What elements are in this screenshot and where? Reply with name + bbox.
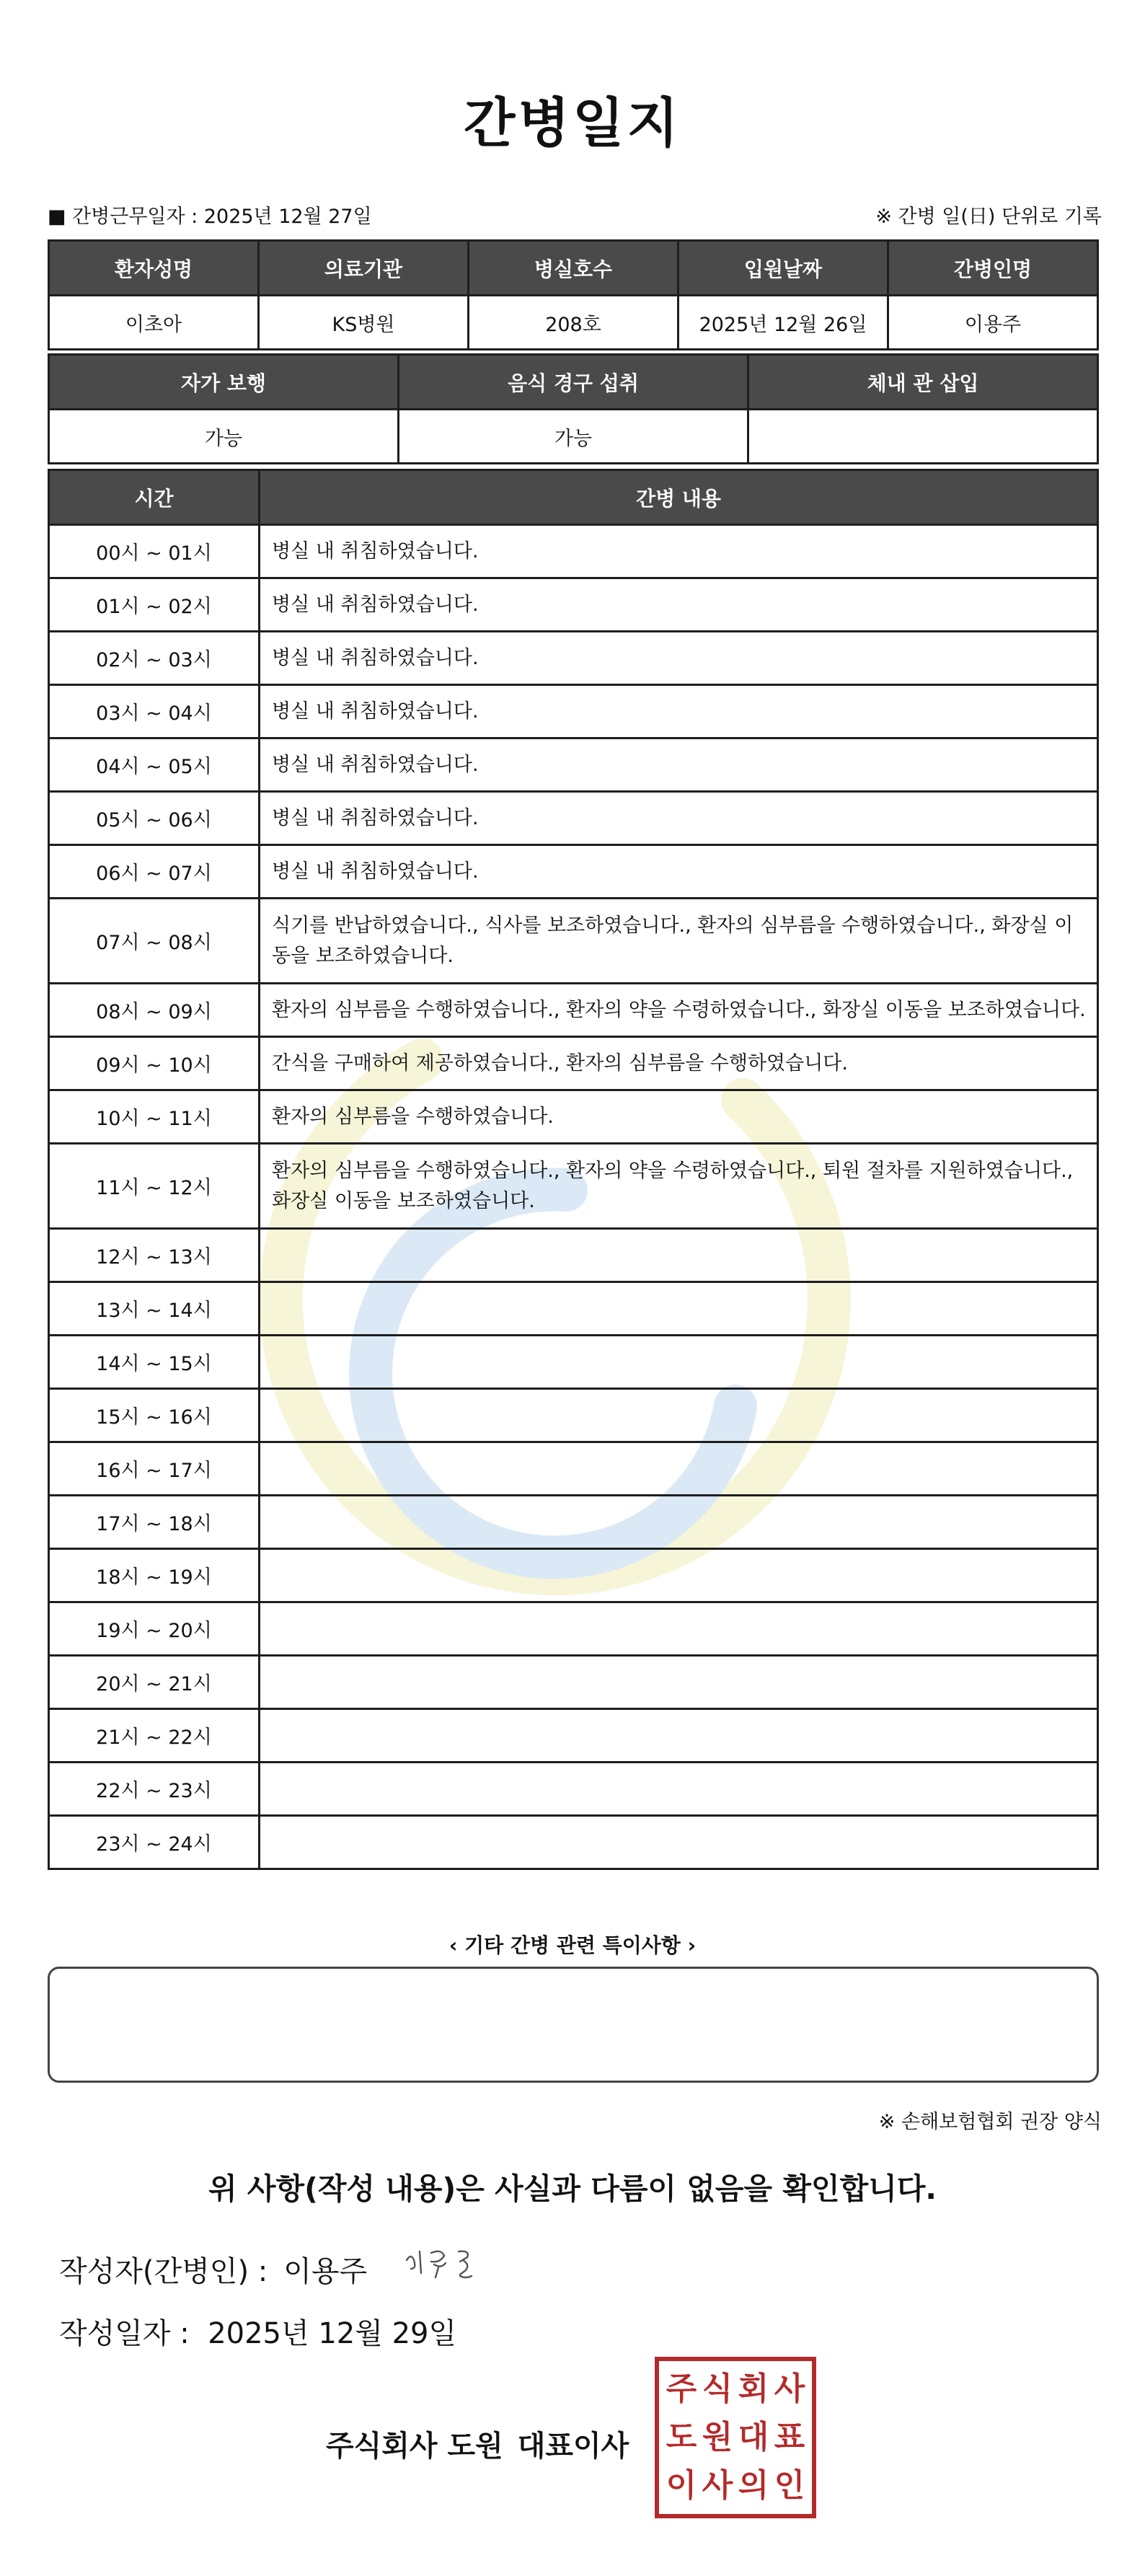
tube-insertion-status — [748, 410, 1098, 464]
seal-character: 인 — [774, 2466, 805, 2504]
walking-status: 가능 — [49, 410, 399, 464]
date-value: 2025년 12월 29일 — [208, 2317, 457, 2350]
log-content: 병실 내 취침하였습니다. — [260, 525, 1098, 578]
handwritten-signature — [402, 2238, 489, 2289]
log-time: 15시 ~ 16시 — [49, 1389, 260, 1442]
header-oral-intake: 음식 경구 섭취 — [399, 355, 748, 410]
log-time: 03시 ~ 04시 — [49, 685, 260, 738]
table-row — [49, 296, 1098, 350]
log-content — [260, 1389, 1098, 1442]
table-row — [49, 1229, 1098, 1282]
header-institution: 의료기관 — [259, 241, 469, 296]
header-patient-name: 환자성명 — [49, 241, 259, 296]
header-tube-insertion: 체내 관 삽입 — [748, 355, 1098, 410]
confirm-statement: 위 사항(작성 내용)은 사실과 다름이 없음을 확인합니다. — [208, 2171, 937, 2206]
written-date-line — [59, 2311, 456, 2352]
admission-date: 2025년 12월 26일 — [678, 296, 888, 350]
log-time: 09시 ~ 10시 — [49, 1037, 260, 1090]
table-row — [49, 899, 1098, 984]
table-row — [49, 984, 1098, 1037]
unit-note: ※ 간병 일(日) 단위로 기록 — [875, 206, 1102, 228]
log-content: 환자의 심부름을 수행하였습니다., 환자의 약을 수령하였습니다., 퇴원 절차를 지원하였습니다., 화장실 이동을 보조하였습니다. — [260, 1144, 1098, 1229]
table-row — [49, 525, 1098, 578]
log-time: 11시 ~ 12시 — [49, 1144, 260, 1229]
log-time: 08시 ~ 09시 — [49, 984, 260, 1037]
seal-character: 대 — [738, 2418, 769, 2456]
table-row — [49, 578, 1098, 632]
table-row — [49, 1037, 1098, 1090]
log-content — [260, 1229, 1098, 1282]
remarks-title: ‹ 기타 간병 관련 특이사항 › — [448, 1933, 697, 1957]
log-time: 19시 ~ 20시 — [49, 1602, 260, 1656]
log-time: 21시 ~ 22시 — [49, 1709, 260, 1763]
log-content — [260, 1336, 1098, 1389]
table-row — [49, 1709, 1098, 1763]
header-admission-date: 입원날짜 — [678, 241, 888, 296]
remarks-box — [48, 1967, 1099, 2083]
table-row — [49, 1549, 1098, 1602]
log-time: 01시 ~ 02시 — [49, 578, 260, 632]
company-name: 주식회사 도원 — [326, 2430, 503, 2463]
writer-name: 이용주 — [283, 2255, 368, 2288]
log-content: 병실 내 취침하였습니다. — [260, 685, 1098, 738]
room-number: 208호 — [469, 296, 678, 350]
log-time: 02시 ~ 03시 — [49, 632, 260, 685]
log-content — [260, 1496, 1098, 1549]
seal-character: 도 — [666, 2418, 697, 2456]
log-content — [260, 1442, 1098, 1496]
table-header-row — [49, 355, 1098, 410]
log-time: 16시 ~ 17시 — [49, 1442, 260, 1496]
log-content — [260, 1816, 1098, 1869]
seal-character: 표 — [774, 2418, 805, 2456]
log-content: 병실 내 취침하였습니다. — [260, 578, 1098, 632]
log-content — [260, 1282, 1098, 1336]
recommend-note: ※ 손해보험협회 권장 양식 — [878, 2111, 1102, 2133]
log-time: 05시 ~ 06시 — [49, 792, 260, 845]
table-row — [49, 1389, 1098, 1442]
log-time: 22시 ~ 23시 — [49, 1763, 260, 1816]
work-date: ■ 간병근무일자 : 2025년 12월 27일 — [48, 206, 372, 228]
table-row — [49, 685, 1098, 738]
care-log-table — [48, 469, 1099, 1870]
log-time: 17시 ~ 18시 — [49, 1496, 260, 1549]
log-content — [260, 1763, 1098, 1816]
table-header-row — [49, 470, 1098, 525]
table-row — [49, 845, 1098, 899]
log-content: 병실 내 취침하였습니다. — [260, 738, 1098, 792]
log-time: 14시 ~ 15시 — [49, 1336, 260, 1389]
log-time: 06시 ~ 07시 — [49, 845, 260, 899]
table-row — [49, 632, 1098, 685]
header-caregiver-name: 간병인명 — [888, 241, 1098, 296]
seal-character: 사 — [702, 2466, 733, 2504]
log-content — [260, 1549, 1098, 1602]
writer-line — [59, 2249, 367, 2290]
patient-info-table — [48, 239, 1099, 350]
oral-intake-status: 가능 — [399, 410, 748, 464]
log-time: 07시 ~ 08시 — [49, 899, 260, 984]
log-content — [260, 1656, 1098, 1709]
table-row — [49, 1090, 1098, 1144]
log-time: 12시 ~ 13시 — [49, 1229, 260, 1282]
log-content: 병실 내 취침하였습니다. — [260, 845, 1098, 899]
table-header-row — [49, 241, 1098, 296]
caregiver-name: 이용주 — [888, 296, 1098, 350]
table-row — [49, 1656, 1098, 1709]
company-seal — [655, 2357, 816, 2518]
log-time: 20시 ~ 21시 — [49, 1656, 260, 1709]
care-log-body — [49, 525, 1098, 1869]
company-role: 대표이사 — [517, 2430, 629, 2463]
seal-character: 회 — [738, 2370, 769, 2408]
log-content: 간식을 구매하여 제공하였습니다., 환자의 심부름을 수행하였습니다. — [260, 1037, 1098, 1090]
header-care-content: 간병 내용 — [260, 470, 1098, 525]
patient-status-table — [48, 353, 1099, 464]
seal-character: 주 — [666, 2370, 697, 2408]
header-walking: 자가 보행 — [49, 355, 399, 410]
log-content — [260, 1709, 1098, 1763]
table-row — [49, 1336, 1098, 1389]
table-row — [49, 1816, 1098, 1869]
table-row — [49, 1496, 1098, 1549]
table-row — [49, 1282, 1098, 1336]
date-label: 작성일자 : — [59, 2317, 190, 2350]
table-row — [49, 1144, 1098, 1229]
log-content: 환자의 심부름을 수행하였습니다. — [260, 1090, 1098, 1144]
table-row — [49, 792, 1098, 845]
header-room: 병실호수 — [469, 241, 678, 296]
log-time: 00시 ~ 01시 — [49, 525, 260, 578]
seal-character: 식 — [702, 2370, 733, 2408]
seal-character: 의 — [738, 2466, 769, 2504]
seal-character: 사 — [774, 2370, 805, 2408]
writer-label: 작성자(간병인) : — [59, 2255, 268, 2288]
log-content: 병실 내 취침하였습니다. — [260, 632, 1098, 685]
log-content — [260, 1602, 1098, 1656]
table-row — [49, 1763, 1098, 1816]
table-row — [49, 1602, 1098, 1656]
institution: KS병원 — [259, 296, 469, 350]
log-time: 04시 ~ 05시 — [49, 738, 260, 792]
page-title: 간병일지 — [464, 92, 681, 154]
log-time: 13시 ~ 14시 — [49, 1282, 260, 1336]
log-time: 18시 ~ 19시 — [49, 1549, 260, 1602]
table-row — [49, 1442, 1098, 1496]
seal-character: 이 — [666, 2466, 697, 2504]
log-content: 식기를 반납하였습니다., 식사를 보조하였습니다., 환자의 심부름을 수행하였습니다., 화장실 이동을 보조하였습니다. — [260, 899, 1098, 984]
company-line — [326, 2423, 629, 2464]
log-content: 환자의 심부름을 수행하였습니다., 환자의 약을 수령하였습니다., 화장실 이동을 보조하였습니다. — [260, 984, 1098, 1037]
header-time: 시간 — [49, 470, 260, 525]
table-row — [49, 410, 1098, 464]
seal-character: 원 — [702, 2418, 733, 2456]
table-row — [49, 738, 1098, 792]
log-time: 23시 ~ 24시 — [49, 1816, 260, 1869]
log-time: 10시 ~ 11시 — [49, 1090, 260, 1144]
seal-characters — [663, 2365, 808, 2510]
log-content: 병실 내 취침하였습니다. — [260, 792, 1098, 845]
patient-name: 이초아 — [49, 296, 259, 350]
